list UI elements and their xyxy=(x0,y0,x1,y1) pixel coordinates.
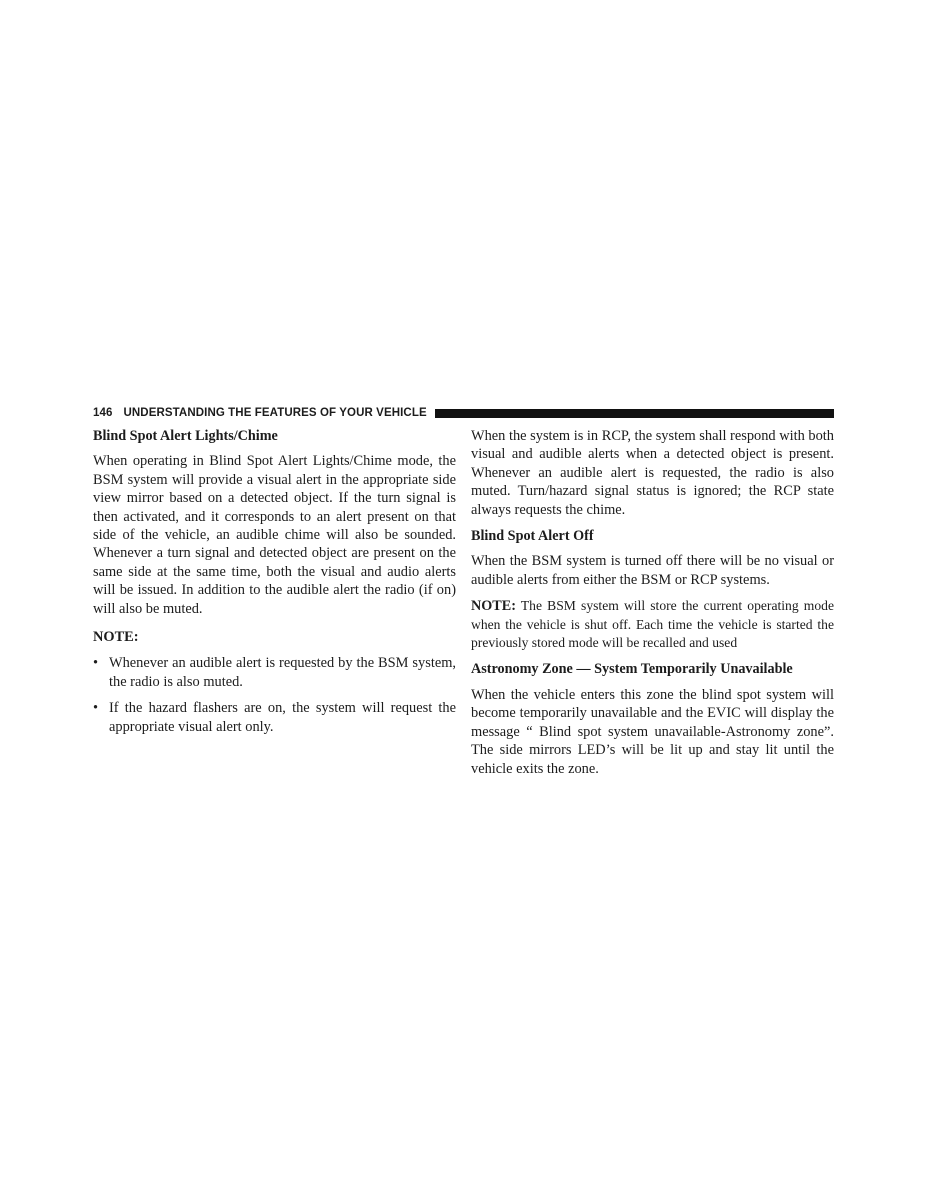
note-label: NOTE: xyxy=(93,629,139,646)
note-list xyxy=(93,654,456,736)
section-heading-lights-chime: Blind Spot Alert Lights/Chime xyxy=(93,428,278,444)
page-header xyxy=(93,405,834,421)
paragraph-astronomy-zone: When the vehicle enters this zone the blind spot system will become temporarily unavailable and the EVIC will display the message “ Blind spot system unavailable-Astronomy zone”. The side mirrors LED’s will be lit up and stay lit until the vehicle exits the zone. xyxy=(471,686,834,777)
list-item-text: If the hazard flashers are on, the system will request the appropriate visual alert only. xyxy=(109,700,456,735)
note-text: The BSM system will store the current operating mode when the vehicle is shut off. Each time the vehicle is started the previously stored mode will be recalled and used xyxy=(471,598,834,651)
paragraph-alert-off: When the BSM system is turned off there will be no visual or audible alerts from either the BSM or RCP systems. xyxy=(471,553,834,588)
list-item-text: Whenever an audible alert is requested by the BSM system, the radio is also muted. xyxy=(109,655,456,690)
note-label-inline: NOTE: xyxy=(471,598,516,615)
note-paragraph xyxy=(471,597,834,652)
running-head: UNDERSTANDING THE FEATURES OF YOUR VEHICLE xyxy=(123,407,427,419)
section-heading-alert-off: Blind Spot Alert Off xyxy=(471,528,594,545)
list-item xyxy=(93,654,456,691)
list-item xyxy=(93,699,456,736)
bullet-icon: • xyxy=(93,700,99,717)
page-number: 146 xyxy=(93,407,113,419)
paragraph-lights-chime: When operating in Blind Spot Alert Lights/Chime mode, the BSM system will provide a visual alert in the appropriate side view mirror based on a detected object. If the turn signal is then activated, and it corresponds to an alert present on that side of the vehicle, an audible chime will also be sounded. Whenever a turn signal and detected object are present on the same side at the same time, both the visual and audio alerts will be issued. In addition to the audible alert the radio (if on) will also be muted. xyxy=(93,453,456,617)
section-heading-astronomy-zone: Astronomy Zone — System Temporarily Unavailable xyxy=(471,661,793,678)
header-rule xyxy=(435,409,834,418)
paragraph-rcp: When the system is in RCP, the system shall respond with both visual and audible alerts when a detected object is present. Whenever an audible alert is requested, the radio is also muted. Turn/hazard signal status is ignored; the RCP state always requests the chime. xyxy=(471,428,834,518)
right-column xyxy=(471,427,834,778)
left-column xyxy=(93,427,456,744)
bullet-icon: • xyxy=(93,655,99,672)
